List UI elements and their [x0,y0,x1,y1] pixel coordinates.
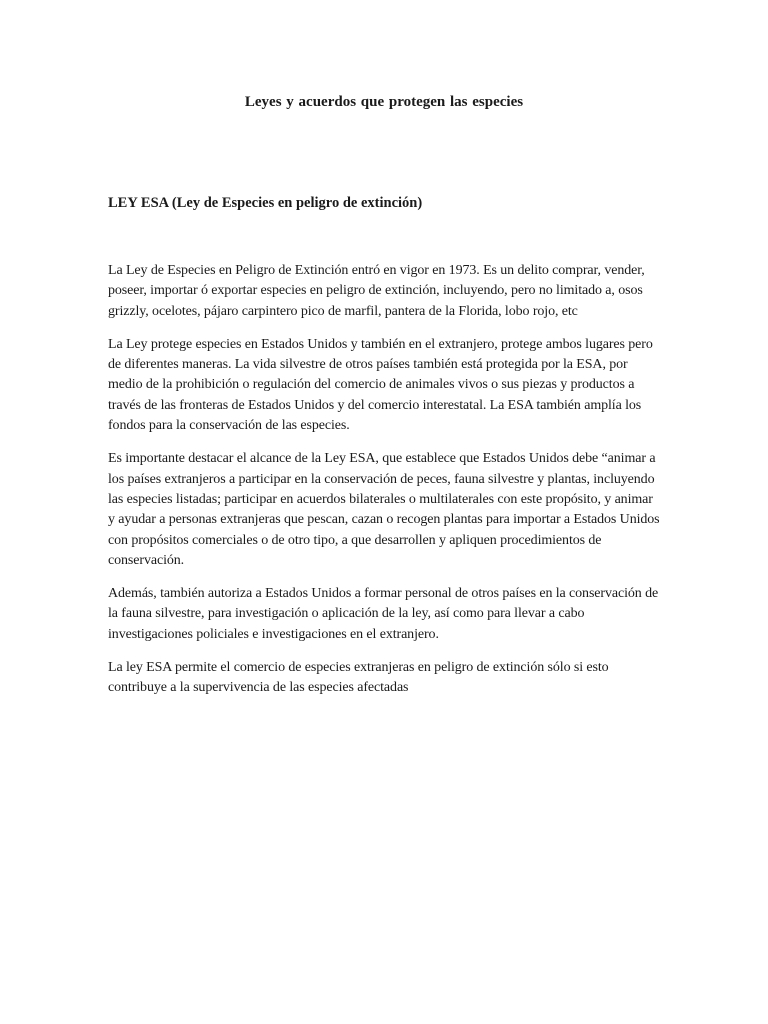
paragraph: Es importante destacar el alcance de la Ley ESA, que establece que Estados Unidos debe “animar a los países extranjeros a participar en la conservación de peces, fauna silvestre y plantas, incluyendo las especies listadas; participar en acuerdos bilaterales o multilaterales con este propósito, y animar y ayudar a personas extranjeras que pescan, cazan o recogen plantas para importar a Estados Unidos con propósitos comerciales o de otro tipo, a que desarrollen y apliquen procedimientos de conservación. [108,451,660,568]
paragraph: La Ley protege especies en Estados Unidos y también en el extranjero, protege ambos lugares pero de diferentes maneras. La vida silvestre de otros países también está protegida por la ESA, por medio de la prohibición o regulación del comercio de animales vivos o sus piezas y productos a través de las fronteras de Estados Unidos y del comercio interestatal. La ESA también amplía los fondos para la conservación de las especies. [108,336,653,434]
paragraph: La ley ESA permite el comercio de especies extranjeras en peligro de extinción sólo si esto contribuye a la supervivencia de las especies afectadas [108,660,609,696]
document-title: Leyes y acuerdos que protegen las especies [244,94,524,110]
document-body [108,261,661,712]
paragraph: La Ley de Especies en Peligro de Extinción entró en vigor en 1973. Es un delito comprar, vender, poseer, importar ó exportar especies en peligro de extinción, incluyendo, pero no limitado a, osos grizzly, ocelotes, pájaro carpintero pico de marfil, pantera de la Florida, lobo rojo, etc [108,263,645,319]
section-heading: LEY ESA (Ley de Especies en peligro de extinción) [108,195,423,211]
paragraph: Además, también autoriza a Estados Unidos a formar personal de otros países en la conservación de la fauna silvestre, para investigación o aplicación de la ley, así como para llevar a cabo investigaciones policiales e investigaciones en el extranjero. [108,586,659,642]
